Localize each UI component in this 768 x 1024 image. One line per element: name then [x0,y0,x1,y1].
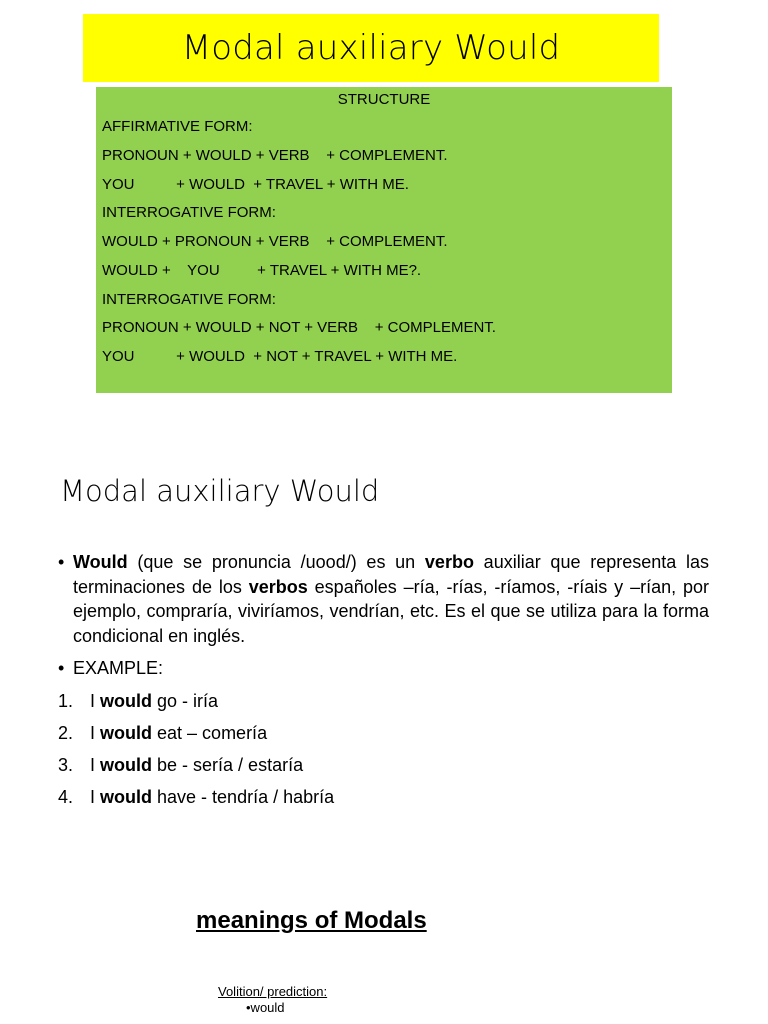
structure-line: PRONOUN + WOULD + VERB + COMPLEMENT. [102,146,448,164]
example-bold: would [100,786,153,807]
item-number: 4. [58,786,74,807]
example-prefix: I [90,786,101,807]
example-prefix: I [90,754,101,775]
structure-heading: STRUCTURE [337,91,431,108]
example-item [58,753,718,785]
example-item [58,785,718,817]
volition-label: Volition/ prediction: [218,984,328,999]
example-rest: be - sería / estaría [152,754,304,775]
description-text: españoles –ría, -rías, -ríamos, -ríais y –rían, por ejemplo, compraría, viviríamos, vendrían, etc. Es el que se utiliza para la forma condicional en inglés. [73,576,709,646]
example-label: • EXAMPLE: [58,656,718,681]
page-title: Modal auxiliary Would [181,28,561,68]
section-title: Modal auxiliary Would [60,474,380,508]
description-text: (que se pronuncia /uood/) es un [127,552,425,572]
item-number: 2. [58,722,74,743]
example-rest: go - iría [152,690,219,711]
item-number: 1. [58,690,74,711]
structure-line: PRONOUN + WOULD + NOT + VERB + COMPLEMENT. [102,319,496,337]
structure-box [96,87,672,393]
structure-line: AFFIRMATIVE FORM: [102,118,253,135]
example-item [58,721,718,753]
example-bold: would [100,722,153,743]
volition-item: •would [246,1000,285,1015]
structure-line: WOULD + PRONOUN + VERB + COMPLEMENT. [102,233,448,250]
structure-line: YOU + WOULD + NOT + TRAVEL + WITH ME. [102,348,458,365]
item-number: 3. [58,754,74,775]
example-rest: eat – comería [152,722,268,743]
structure-line: INTERROGATIVE FORM: [102,204,276,222]
example-rest: have - tendría / habría [152,786,335,807]
term-verbos: verbos [248,576,308,597]
structure-line: WOULD + YOU + TRAVEL + WITH ME?. [102,261,422,279]
description-text: auxiliar que representa las terminaciones de los [73,552,709,597]
example-prefix: I [90,722,101,743]
term-verbo: verbo [424,552,474,572]
example-item [58,689,718,721]
meanings-title: meanings of Modals [196,907,427,934]
structure-line: INTERROGATIVE FORM: [102,290,276,308]
example-bold: would [100,690,153,711]
structure-line: YOU + WOULD + TRAVEL + WITH ME. [102,175,409,193]
title-banner [83,14,659,82]
term-would: Would [73,552,128,572]
description-bullet [58,550,709,648]
example-prefix: I [90,690,101,711]
bullet-list [58,550,718,817]
example-bold: would [100,754,153,775]
